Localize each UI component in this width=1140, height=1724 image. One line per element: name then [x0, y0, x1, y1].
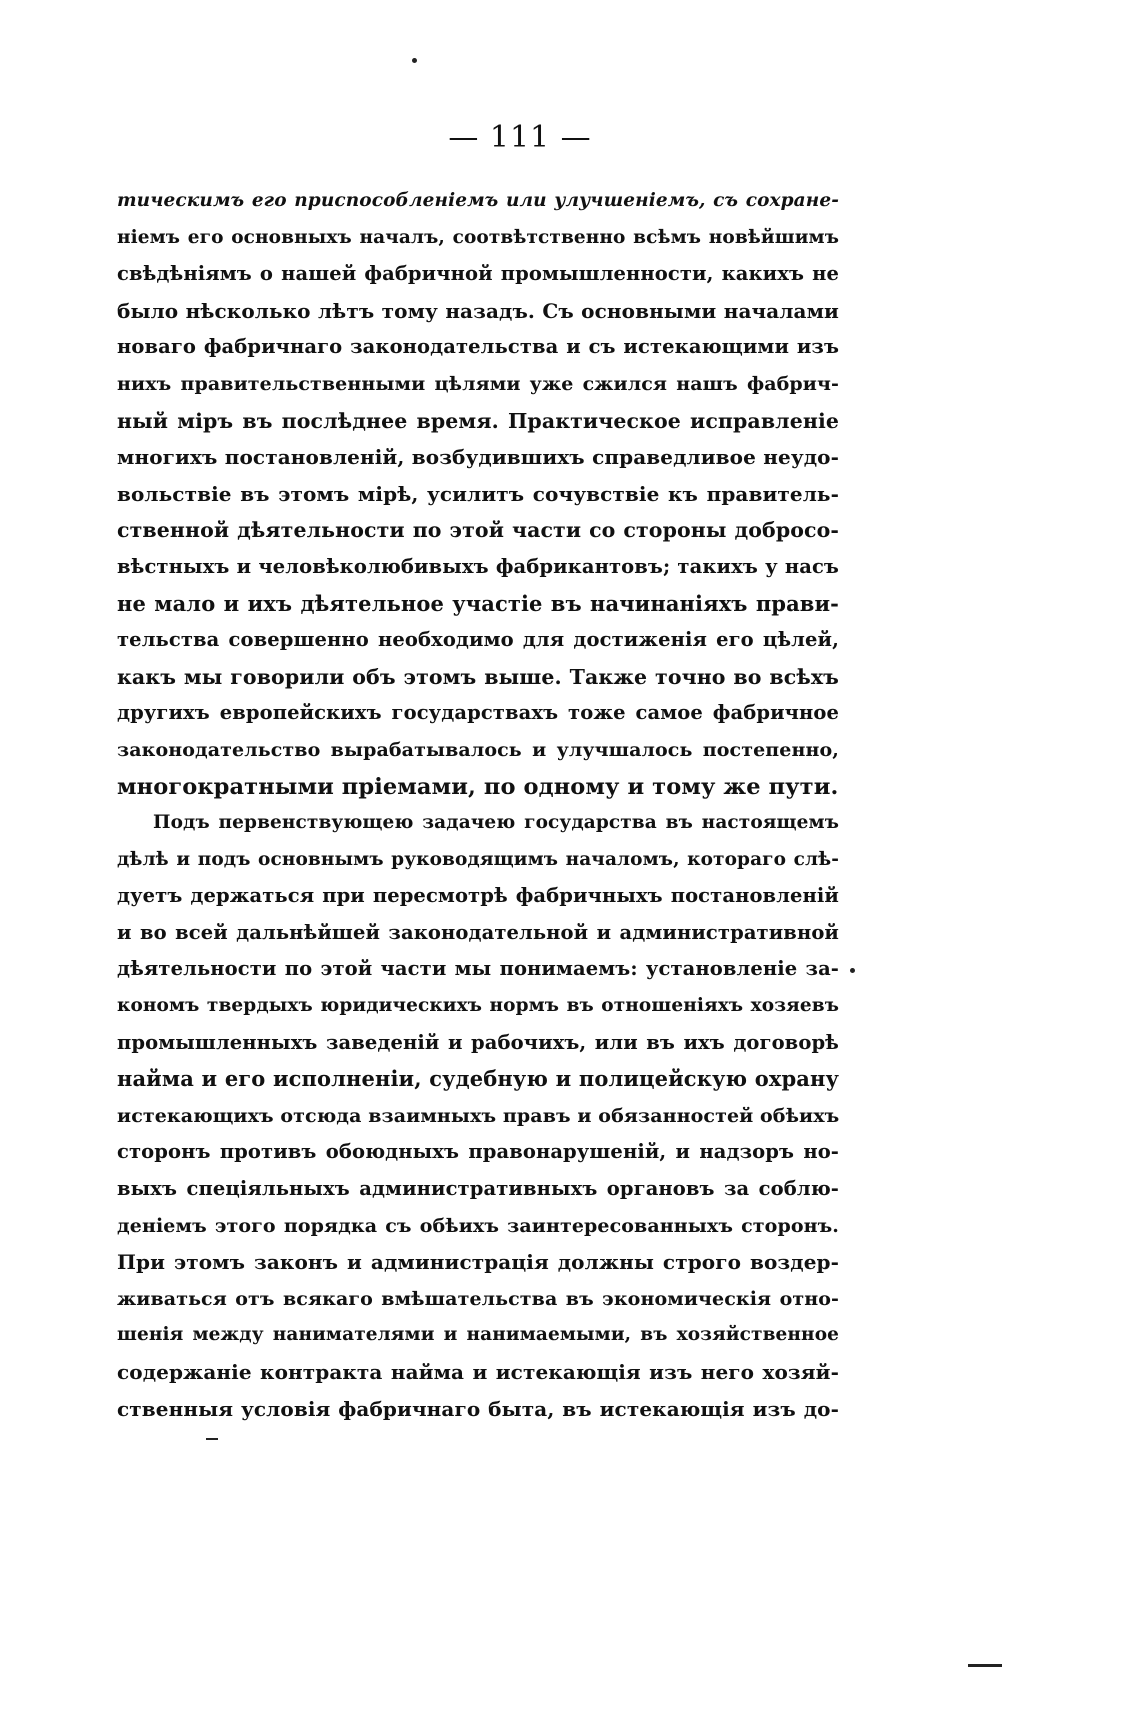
text-line: нихъ правительственными цѣлями уже сжился нашъ фабрич-: [117, 372, 839, 395]
text-line: другихъ европейскихъ государствахъ тоже самое фабричное: [117, 701, 839, 725]
page-number: — 111 —: [448, 120, 592, 155]
text-line: выхъ спеціяльныхъ административныхъ органовъ за соблю-: [117, 1177, 839, 1201]
text-line: тельства совершенно необходимо для достиженія его цѣлей,: [117, 628, 839, 652]
text-line: кономъ твердыхъ юридическихъ нормъ въ отношеніяхъ хозяевъ: [117, 995, 839, 1017]
ink-mark: [968, 1664, 1002, 1667]
text-italic: тическимъ его приспособленіемъ или улучшеніемъ, съ сохране-: [117, 190, 839, 211]
text-line: сторонъ противъ обоюдныхъ правонарушеній, и надзоръ но-: [117, 1140, 839, 1164]
text-line: промышленныхъ заведеній и рабочихъ, или въ ихъ договорѣ: [117, 1030, 839, 1054]
text-line: дѣятельности по этой части мы понимаемъ: установленіе за-: [117, 957, 839, 981]
text-line: свѣдѣніямъ о нашей фабричной промышленности, какихъ не: [117, 262, 839, 286]
ink-speck: [850, 968, 855, 973]
text-line: живаться отъ всякаго вмѣшательства въ экономическія отно-: [117, 1287, 839, 1310]
text-line: какъ мы говорили объ этомъ выше. Также точно во всѣхъ: [117, 664, 839, 689]
text-line: дѣлѣ и подъ основнымъ руководящимъ началомъ, котораго слѣ-: [117, 848, 839, 870]
text-line: найма и его исполненіи, судебную и полицейскую охрану: [117, 1066, 839, 1092]
text-line: ственныя условія фабричнаго быта, въ истекающія изъ до-: [117, 1396, 839, 1421]
text-line: вольствіе въ этомъ мірѣ, усилитъ сочувствіе къ правитель-: [117, 481, 839, 506]
text-line: истекающихъ отсюда взаимныхъ правъ и обязанностей обѣихъ: [117, 1104, 840, 1127]
text-line: многихъ постановленій, возбудившихъ справедливое неудо-: [117, 445, 839, 470]
text-line: вѣстныхъ и человѣколюбивыхъ фабрикантовъ; такихъ у насъ: [117, 554, 839, 578]
text-line: многократными пріемами, по одному и тому же пути.: [117, 773, 839, 800]
text-line: деніемъ этого порядка съ обѣихъ заинтересованныхъ сторонъ.: [117, 1214, 839, 1237]
text-line: [117, 183, 839, 220]
text-line: новаго фабричнаго законодательства и съ истекающими изъ: [117, 335, 839, 359]
ink-mark: [206, 1438, 218, 1440]
text-line: было нѣсколько лѣтъ тому назадъ. Съ основными началами: [117, 298, 839, 323]
text-line: ный міръ въ послѣднее время. Практическое исправленіе: [117, 408, 839, 433]
text-line: содержаніе контракта найма и истекающія изъ него хозяй-: [117, 1360, 839, 1384]
text-line: ніемъ его основныхъ началъ, соотвѣтственно всѣмъ новѣйшимъ: [117, 226, 839, 248]
text-line: Подъ первенствующею задачею государства въ настоящемъ: [153, 812, 839, 834]
text-line: При этомъ законъ и администрація должны строго воздер-: [117, 1250, 839, 1275]
text-line: ственной дѣятельности по этой части со стороны добросо-: [117, 518, 839, 543]
text-line: не мало и ихъ дѣятельное участіе въ начинаніяхъ прави-: [117, 590, 839, 616]
text-line: дуетъ держаться при пересмотрѣ фабричныхъ постановленій: [117, 884, 839, 908]
text-line: и во всей дальнѣйшей законодательной и административной: [117, 920, 839, 944]
ink-speck: [412, 58, 417, 63]
text-line: шенія между нанимателями и нанимаемыми, въ хозяйственное: [117, 1324, 839, 1346]
body-text: [117, 183, 839, 1427]
text-line: законодательство вырабатывалось и улучшалось постепенно,: [117, 738, 839, 761]
